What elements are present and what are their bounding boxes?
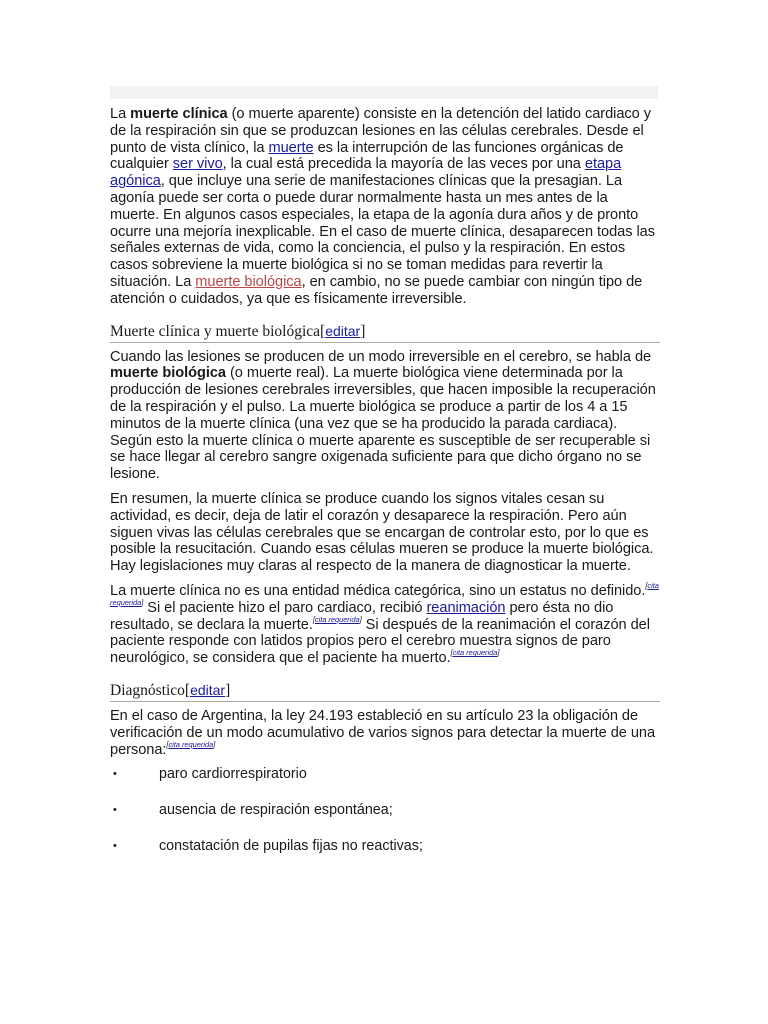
text: Si después de la reanimación el corazón del paciente responde con latidos propios pero el cerebro muestra signos de paro neurológico, se considera que el paciente ha muerto. bbox=[110, 616, 650, 667]
list-item-text: paro cardiorrespiratorio bbox=[159, 766, 307, 783]
list-item bbox=[110, 802, 660, 819]
bold-term: muerte clínica bbox=[130, 106, 228, 122]
list-item-text: ausencia de respiración espontánea; bbox=[159, 802, 393, 819]
paragraph bbox=[110, 580, 660, 667]
cita-requerida-link[interactable]: cita requerida bbox=[314, 614, 360, 624]
citation-needed: [cita requerida] bbox=[110, 580, 659, 607]
edit-link[interactable]: editar bbox=[190, 681, 226, 698]
link-ser-vivo[interactable]: ser vivo bbox=[172, 156, 223, 173]
text: Cuando las lesiones se producen de un modo irreversible en el cerebro, se habla de bbox=[110, 348, 652, 365]
paragraph bbox=[110, 708, 660, 758]
link-muerte[interactable]: muerte bbox=[268, 139, 314, 156]
citation-needed: [cita requerida] bbox=[450, 648, 500, 658]
link-reanimacion[interactable]: reanimación bbox=[426, 599, 506, 616]
text: Si el paciente hizo el paro cardiaco, recibió bbox=[143, 599, 427, 616]
citation-needed: [cita requerida] bbox=[166, 739, 216, 749]
cita-requerida-link[interactable]: cita requerida bbox=[452, 648, 498, 658]
citation-needed: [cita requerida] bbox=[312, 614, 362, 624]
section-heading-muerte-clinica: Muerte clínica y muerte biológica[editar] bbox=[110, 322, 660, 343]
section-title: Muerte clínica y muerte biológica bbox=[110, 322, 321, 340]
paragraph bbox=[110, 349, 660, 483]
text: , que incluye una serie de manifestaciones clínicas que la presagian. La agonía puede ser corta o puede durar normalmente hasta un mes antes de la muerte. En algunos casos especiales, la etapa de la agonía dura años y de pronto ocurre una mejoría inexplicable. En el caso de muerte clínica, desaparecen todas las señales externas de vida, como la conciencia, el pulso y la respiración. En estos casos sobreviene la muerte biológica si no se toman medidas para revertir la situación. La bbox=[110, 173, 655, 290]
section-title: Diagnóstico bbox=[110, 681, 185, 699]
bullet-icon: • bbox=[113, 840, 117, 853]
text: La muerte clínica no es una entidad médica categórica, sino un estatus no definido. bbox=[110, 582, 646, 599]
text: (o muerte real). La muerte biológica viene determinada por la producción de lesiones cerebrales irreversibles, que hacen imposible la recuperación de la respiración y el pulso. La muerte biológica se produce a partir de los 4 a 15 minutos de la muerte clínica (una vez que se ha producido la parada cardiaca). Según esto la muerte clínica o muerte aparente es susceptible de ser recuperable si se hace llegar al cerebro sangre oxigenada suficiente para que dicho órgano no se lesione. bbox=[110, 365, 656, 483]
link-etapa-agonica[interactable]: etapa agónica bbox=[110, 156, 622, 190]
cita-requerida-link[interactable]: cita requerida bbox=[168, 739, 214, 749]
cita-requerida-link[interactable]: cita requerida bbox=[110, 580, 659, 607]
list-item bbox=[110, 766, 660, 783]
list-item-text: constatación de pupilas fijas no reactivas; bbox=[159, 838, 423, 855]
article-body bbox=[110, 106, 660, 874]
text: , la cual está precedida la mayoría de las veces por una bbox=[222, 156, 585, 173]
text: es la interrupción de las funciones orgánicas de cualquier bbox=[110, 139, 624, 173]
text: (o muerte aparente) consiste en la detención del latido cardiaco y de la respiración sin que se produzcan lesiones en las células cerebrales. Desde el punto de vista clínico, la bbox=[110, 106, 651, 156]
paragraph: En resumen, la muerte clínica se produce cuando los signos vitales cesan su actividad, es decir, deja de latir el corazón y desaparece la respiración. Pero aún siguen vivas las células cerebrales que se encargan de controlar esto, por lo que es posible la resucitación. Cuando esas células mueren se produce la muerte biológica. Hay legislaciones muy claras al respecto de la manera de diagnosticar la muerte. bbox=[110, 490, 654, 575]
edit-link[interactable]: editar bbox=[325, 322, 361, 339]
text: La bbox=[110, 106, 131, 122]
list-item bbox=[110, 838, 660, 855]
text: En el caso de Argentina, la ley 24.193 estableció en su artículo 23 la obligación de verificación de un modo acumulativo de varios signos para detectar la muerte de una persona: bbox=[110, 707, 656, 758]
bullet-icon: • bbox=[113, 804, 117, 817]
section-heading-diagnostico: Diagnóstico[editar] bbox=[110, 681, 660, 702]
bullet-icon: • bbox=[113, 768, 117, 781]
text: pero ésta no dio resultado, se declara la muerte. bbox=[110, 599, 614, 633]
criteria-list bbox=[110, 766, 660, 855]
intro-paragraph bbox=[110, 106, 660, 308]
top-bar bbox=[110, 86, 658, 99]
text: , en cambio, no se puede cambiar con ningún tipo de atención o cuidados, ya que es físicamente irreversible. bbox=[110, 273, 643, 307]
bold-term: muerte biológica bbox=[110, 365, 226, 382]
link-muerte-biologica[interactable]: muerte biológica bbox=[195, 273, 302, 290]
